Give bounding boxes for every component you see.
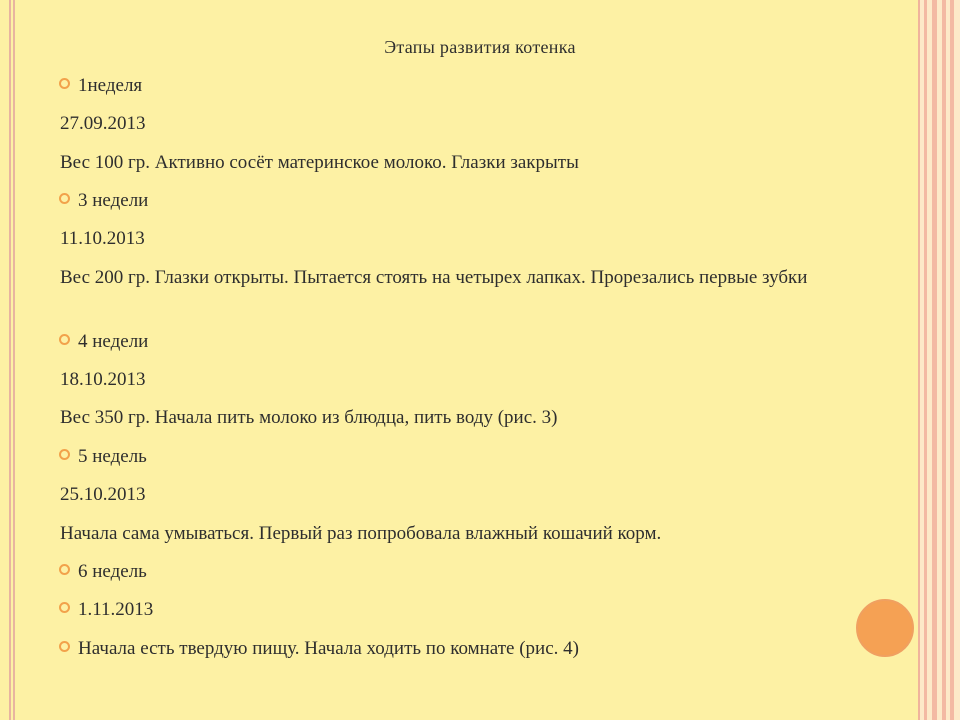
list-item: Начала сама умываться. Первый раз попробовала влажный кошачий корм.	[60, 523, 662, 544]
list-item: 3 недели	[78, 190, 149, 211]
bullet-icon	[59, 564, 70, 575]
list-item: Вес 100 гр. Активно сосёт материнское молоко. Глазки закрыты	[60, 152, 579, 173]
bullet-icon	[59, 449, 70, 460]
list-item: Начала есть твердую пищу. Начала ходить по комнате (рис. 4)	[78, 638, 579, 659]
list-item: 1.11.2013	[78, 599, 154, 620]
page-title: Этапы развития котенка	[384, 37, 576, 57]
list-item: Вес 200 гр. Глазки открыты. Пытается стоять на четырех лапках. Прорезались первые зубки	[60, 267, 808, 288]
list-item: 25.10.2013	[60, 484, 146, 505]
list-item: 5 недель	[78, 446, 147, 467]
list-item: 27.09.2013	[60, 113, 146, 134]
list-item: 18.10.2013	[60, 369, 146, 390]
orange-circle-decoration	[856, 599, 914, 657]
list-item: 1неделя	[78, 75, 143, 96]
bullet-icon	[59, 602, 70, 613]
right-decorative-panel	[918, 0, 960, 720]
left-border-line	[9, 0, 11, 720]
bullet-icon	[59, 193, 70, 204]
list-item: 6 недель	[78, 561, 147, 582]
bullet-icon	[59, 78, 70, 89]
list-item: 4 недели	[78, 331, 149, 352]
bullet-icon	[59, 334, 70, 345]
left-border-line	[13, 0, 15, 720]
bullet-icon	[59, 641, 70, 652]
list-item: Вес 350 гр. Начала пить молоко из блюдца, пить воду (рис. 3)	[60, 407, 558, 428]
list-item: 11.10.2013	[60, 228, 145, 249]
